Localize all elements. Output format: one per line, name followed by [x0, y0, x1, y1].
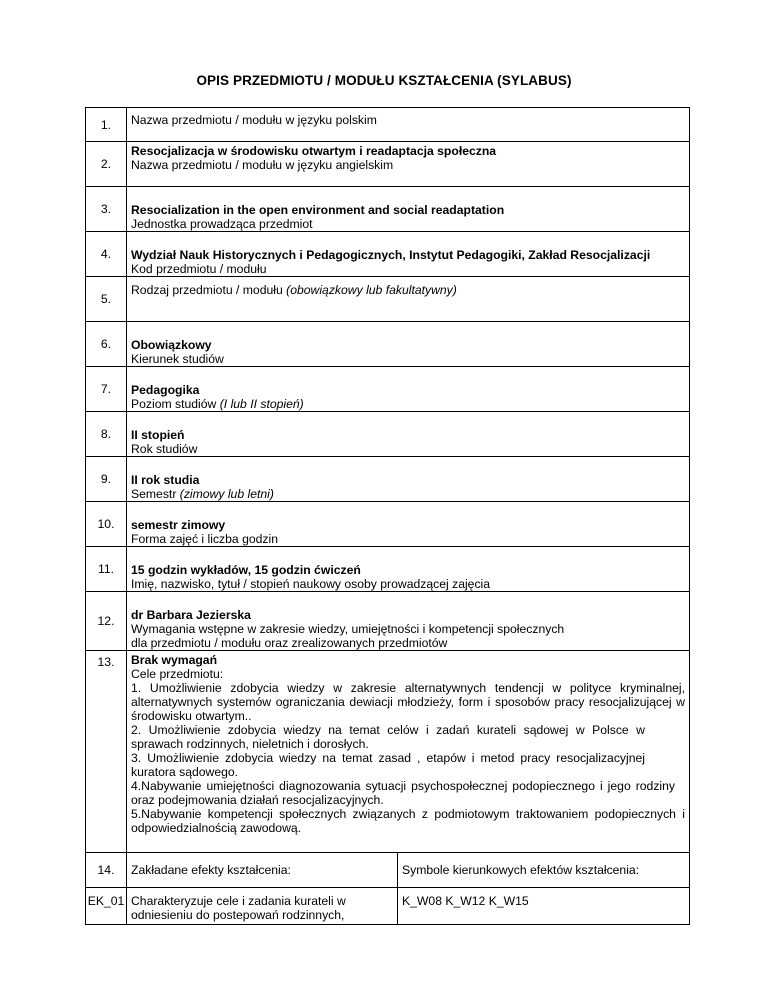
goal-item: 5.Nabywanie kompetencji społecznych związanych z podmiotowym traktowaniem podopiecznych i odpowiedzialnością zawodową.: [131, 807, 685, 835]
row-label: Poziom studiów: [131, 397, 220, 411]
row-12: [86, 592, 690, 651]
row-number: 2.: [86, 142, 127, 187]
row-label-hint: (obowiązkowy lub fakultatywny): [286, 283, 457, 297]
row-label: Cele przedmiotu:: [131, 667, 224, 681]
row-2: [86, 142, 690, 187]
row-number: 10.: [86, 502, 127, 547]
row-5: [86, 277, 690, 322]
row-number: 9.: [86, 457, 127, 502]
row-col2: Symbole kierunkowych efektów kształcenia:: [398, 853, 690, 888]
row-label-line2: dla przedmiotu / modułu oraz zrealizowanych przedmiotów: [131, 636, 448, 650]
row-label-line1: Wymagania wstępne w zakresie wiedzy, umiejętności i kompetencji społecznych: [131, 622, 565, 636]
row-number: 14.: [86, 853, 127, 888]
row-number: 8.: [86, 412, 127, 457]
row-number: 5.: [86, 277, 127, 322]
row-label: Kod przedmiotu / modułu: [131, 262, 267, 276]
row-value-prev: Wydział Nauk Historycznych i Pedagogicznych, Instytut Pedagogiki, Zakład Resocjalizacji: [131, 248, 651, 262]
row-label-hint: (zimowy lub letni): [179, 487, 274, 501]
row-1: [86, 108, 690, 142]
row-9: [86, 457, 690, 502]
row-value-prev: Pedagogika: [131, 383, 200, 397]
row-3: [86, 187, 690, 232]
row-number: 3.: [86, 187, 127, 232]
row-label: Rok studiów: [131, 442, 198, 456]
row-number: 12.: [86, 592, 127, 651]
goal-item: 4.Nabywanie umiejętności diagnozowania sytuacji psychospołecznej podopiecznego i jego rodziny oraz podejmowania działań resocjalizacyjnych.: [131, 779, 675, 807]
row-value-prev: semestr zimowy: [131, 518, 226, 532]
row-label: Imię, nazwisko, tytuł / stopień naukowy osoby prowadzącej zajęcia: [131, 577, 491, 591]
row-ek01: [86, 888, 690, 925]
row-10: [86, 502, 690, 547]
row-number: 4.: [86, 232, 127, 277]
row-13: [86, 651, 690, 853]
row-6: [86, 322, 690, 367]
row-11: [86, 547, 690, 592]
row-label: Nazwa przedmiotu / modułu w języku angielskim: [131, 158, 394, 172]
row-label: Nazwa przedmiotu / modułu w języku polskim: [127, 108, 690, 142]
syllabus-table: [85, 107, 690, 925]
row-label: Forma zajęć i liczba godzin: [131, 532, 278, 546]
row-value-prev: II rok studia: [131, 473, 200, 487]
row-col1: Charakteryzuje cele i zadania kurateli w odniesieniu do postepowań rodzinnych,: [127, 888, 398, 925]
row-col2: K_W08 K_W12 K_W15: [398, 888, 690, 925]
row-number: 6.: [86, 322, 127, 367]
row-value-prev: II stopień: [131, 428, 185, 442]
row-number: 13.: [86, 651, 127, 853]
row-number: 7.: [86, 367, 127, 412]
row-value-prev: Resocjalizacja w środowisku otwartym i readaptacja społeczna: [131, 144, 497, 158]
row-8: [86, 412, 690, 457]
row-value-prev: dr Barbara Jezierska: [131, 608, 251, 622]
row-4: [86, 232, 690, 277]
goal-item: 2. Umożliwienie zdobycia wiedzy na temat celów i zadań kurateli sądowej w Polsce w sprawach rodzinnych, nieletnich i dorosłych.: [131, 723, 645, 751]
row-number: 1.: [86, 108, 127, 142]
row-value-prev: Brak wymagań: [131, 653, 218, 667]
row-value-prev: Obowiązkowy: [131, 338, 212, 352]
row-label: Jednostka prowadząca przedmiot: [131, 217, 313, 231]
row-label: Semestr: [131, 487, 180, 501]
row-label-hint: (I lub II stopień): [219, 397, 304, 411]
row-number: EK_01: [86, 888, 127, 925]
row-label: Rodzaj przedmiotu / modułu: [131, 283, 287, 297]
row-number: 11.: [86, 547, 127, 592]
row-value-prev: Resocialization in the open environment and social readaptation: [131, 203, 505, 217]
row-label: Kierunek studiów: [131, 352, 224, 366]
row-col1: Zakładane efekty kształcenia:: [127, 853, 398, 888]
row-7: [86, 367, 690, 412]
goal-item: 1. Umożliwienie zdobycia wiedzy w zakresie alternatywnych tendencji w polityce kryminalnej, alternatywnych systemów ograniczania dewiacji młodzieży, form i sposobów pracy resocjalizującej w środowisku otwartym..: [131, 681, 685, 723]
row-14: [86, 853, 690, 888]
goal-item: 3. Umożliwienie zdobycia wiedzy na temat zasad , etapów i metod pracy resocjalizacyjnej kuratora sądowego.: [131, 751, 645, 779]
row-value-prev: 15 godzin wykładów, 15 godzin ćwiczeń: [131, 563, 361, 577]
document-title: OPIS PRZEDMIOTU / MODUŁU KSZTAŁCENIA (SYLABUS): [196, 73, 572, 88]
